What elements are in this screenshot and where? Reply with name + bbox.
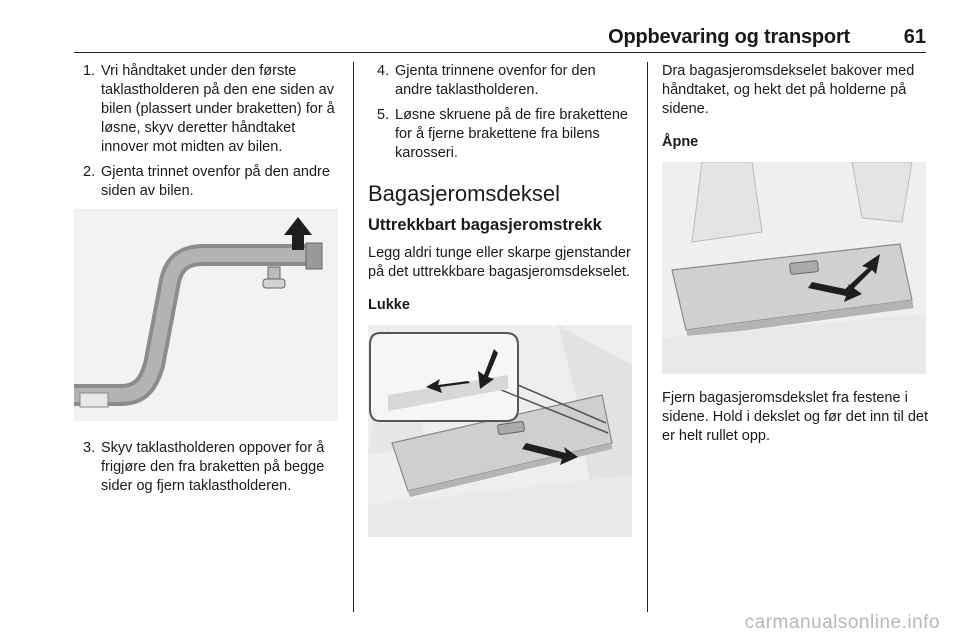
- column-3: [662, 62, 928, 446]
- warning-text: Legg aldri tunge eller skarpe gjenstander på det uttrekkbare bagasjeromsdekselet.: [368, 245, 631, 280]
- close-label: Lukke: [368, 297, 410, 313]
- step-item: [368, 62, 632, 100]
- intro-text: Dra bagasjeromsdekselet bakover med håndtaket, og hekt det på holderne på sidene.: [662, 63, 915, 117]
- header-rule: [74, 52, 926, 53]
- step-text: Skyv taklastholderen oppover for å frigjøre den fra braketten på begge sider og fjern taklastholderen.: [101, 440, 325, 494]
- page-number: 61: [903, 26, 926, 48]
- column-2: [368, 62, 632, 537]
- step-item: [368, 106, 632, 163]
- step-number: 3.: [83, 440, 96, 456]
- steps-list: [74, 62, 340, 201]
- step-number: 4.: [377, 63, 390, 79]
- steps-list: [368, 62, 632, 163]
- column-1: [74, 62, 340, 502]
- column-divider: [353, 62, 354, 612]
- open-text: Fjern bagasjeromsdekslet fra festene i sidene. Hold i dekslet og før det inn til det er helt rullet opp.: [662, 390, 928, 444]
- footer-watermark: carmanualsonline.info: [744, 612, 940, 633]
- step-text: Vri håndtaket under den første taklastholderen på den ene siden av bilen (plassert under braketten) for å løsne, skyv deretter håndtaket innover mot midten av bilen.: [101, 63, 335, 155]
- header-title: Oppbevaring og transport: [608, 26, 850, 48]
- step-text: Gjenta trinnet ovenfor på den andre siden av bilen.: [101, 164, 330, 199]
- open-label: Åpne: [662, 134, 699, 150]
- step-number: 1.: [83, 63, 96, 79]
- step-number: 5.: [377, 107, 390, 123]
- cargo-cover-open-illustration: [662, 162, 926, 374]
- step-number: 2.: [83, 164, 96, 180]
- step-item: [74, 439, 340, 496]
- step-item: [74, 62, 340, 157]
- steps-list: [74, 439, 340, 496]
- step-item: [74, 163, 340, 201]
- step-text: Løsne skruene på de fire brakettene for å fjerne brakettene fra bilens karosseri.: [395, 107, 628, 161]
- cargo-cover-close-illustration: [368, 325, 632, 537]
- section-title: Bagasjeromsdeksel: [368, 181, 560, 206]
- subsection-title: Uttrekkbart bagasjeromstrekk: [368, 216, 602, 234]
- step-text: Gjenta trinnene ovenfor for den andre taklastholderen.: [395, 63, 596, 98]
- roof-rail-illustration: [74, 209, 338, 421]
- column-divider: [647, 62, 648, 612]
